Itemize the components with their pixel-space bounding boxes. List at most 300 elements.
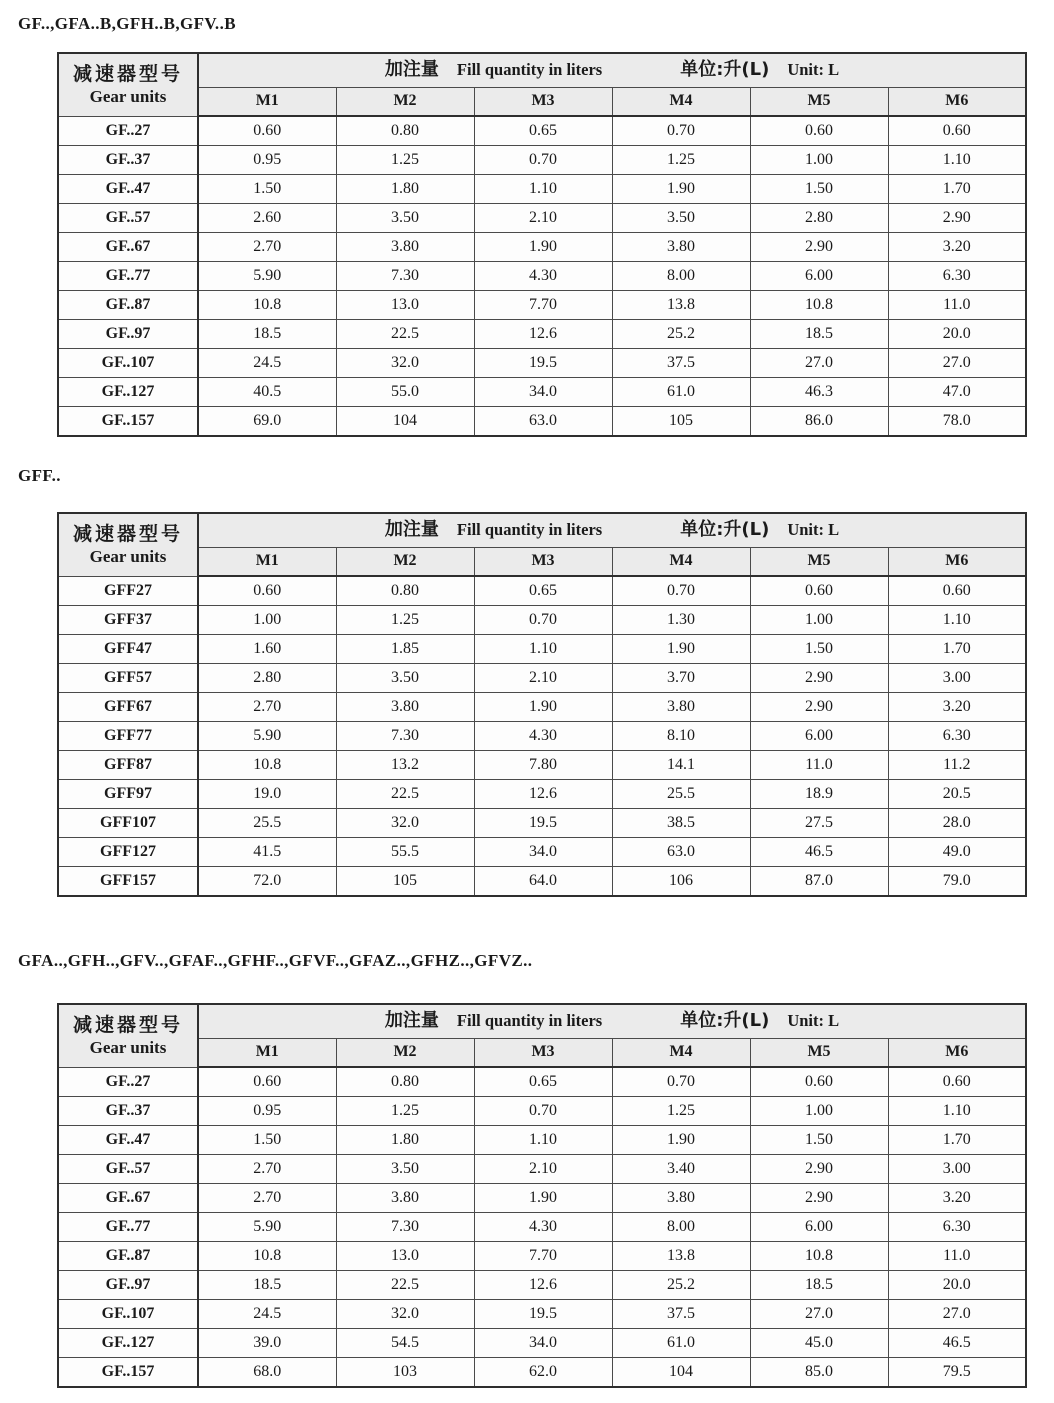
table-header-row <box>58 513 1026 548</box>
fill-quantity-value: 47.0 <box>888 378 1026 407</box>
fill-quantity-value: 6.00 <box>750 1213 888 1242</box>
gear-units-header-en: Gear units <box>89 87 167 107</box>
table-row <box>58 693 1026 722</box>
unit-label-en: Unit: L <box>787 60 840 80</box>
fill-quantity-value: 1.00 <box>750 146 888 175</box>
fill-quantity-header <box>198 1004 1026 1039</box>
fill-quantity-value: 12.6 <box>474 1271 612 1300</box>
fill-quantity-value: 27.0 <box>888 1300 1026 1329</box>
fill-quantity-value: 1.90 <box>474 1184 612 1213</box>
fill-quantity-value: 19.5 <box>474 1300 612 1329</box>
fill-quantity-header <box>198 53 1026 88</box>
unit-label-en: Unit: L <box>787 520 840 540</box>
fill-quantity-value: 3.50 <box>336 1155 474 1184</box>
fill-quantity-value: 3.20 <box>888 693 1026 722</box>
fill-quantity-value: 61.0 <box>612 378 750 407</box>
fill-quantity-value: 7.70 <box>474 1242 612 1271</box>
unit-label-cn: 单位:升(L) <box>680 519 770 541</box>
table-row <box>58 867 1026 897</box>
fill-quantity-value: 22.5 <box>336 1271 474 1300</box>
fill-quantity-value: 1.30 <box>612 606 750 635</box>
fill-quantity-value: 0.70 <box>612 116 750 146</box>
fill-quantity-value: 63.0 <box>612 838 750 867</box>
fill-quantity-value: 5.90 <box>198 722 336 751</box>
fill-quantity-value: 6.30 <box>888 722 1026 751</box>
column-header-m2: M2 <box>336 548 474 577</box>
table-row <box>58 751 1026 780</box>
fill-quantity-value: 2.10 <box>474 204 612 233</box>
gear-unit-model: GF..97 <box>58 1271 198 1300</box>
gear-unit-model: GFF37 <box>58 606 198 635</box>
unit-label-en: Unit: L <box>787 1011 840 1031</box>
fill-quantity-value: 3.80 <box>612 1184 750 1213</box>
fill-quantity-header <box>198 513 1026 548</box>
fill-quantity-value: 39.0 <box>198 1329 336 1358</box>
fill-quantity-value: 3.50 <box>336 664 474 693</box>
fill-quantity-value: 1.10 <box>474 175 612 204</box>
fill-quantity-value: 49.0 <box>888 838 1026 867</box>
table-row <box>58 780 1026 809</box>
fill-quantity-value: 1.00 <box>198 606 336 635</box>
table-row <box>58 1155 1026 1184</box>
table-row <box>58 1242 1026 1271</box>
table-row <box>58 349 1026 378</box>
fill-quantity-value: 1.00 <box>750 1097 888 1126</box>
fill-quantity-value: 34.0 <box>474 378 612 407</box>
section-title: GFF.. <box>18 466 61 485</box>
gear-unit-model: GFF127 <box>58 838 198 867</box>
fill-quantity-value: 2.70 <box>198 233 336 262</box>
gear-unit-model: GF..27 <box>58 116 198 146</box>
fill-quantity-value: 1.50 <box>198 1126 336 1155</box>
gear-unit-model: GF..47 <box>58 175 198 204</box>
fill-quantity-value: 0.95 <box>198 146 336 175</box>
fill-quantity-value: 3.50 <box>336 204 474 233</box>
fill-quantity-value: 10.8 <box>198 751 336 780</box>
fill-quantity-value: 2.80 <box>198 664 336 693</box>
fill-quantity-value: 32.0 <box>336 1300 474 1329</box>
fill-quantity-value: 2.90 <box>750 693 888 722</box>
fill-quantity-value: 2.70 <box>198 1155 336 1184</box>
fill-quantity-value: 104 <box>612 1358 750 1388</box>
column-header-m1: M1 <box>198 88 336 117</box>
fill-quantity-value: 18.5 <box>750 320 888 349</box>
fill-quantity-value: 1.70 <box>888 1126 1026 1155</box>
fill-quantity-value: 64.0 <box>474 867 612 897</box>
fill-quantity-value: 27.5 <box>750 809 888 838</box>
fill-quantity-value: 1.90 <box>474 693 612 722</box>
fill-quantity-value: 4.30 <box>474 722 612 751</box>
fill-quantity-value: 3.20 <box>888 1184 1026 1213</box>
fill-quantity-value: 1.80 <box>336 175 474 204</box>
gear-unit-model: GF..157 <box>58 407 198 437</box>
column-header-m4: M4 <box>612 1039 750 1068</box>
fill-quantity-value: 105 <box>612 407 750 437</box>
column-header-m2: M2 <box>336 1039 474 1068</box>
column-header-m1: M1 <box>198 1039 336 1068</box>
fill-quantity-value: 1.85 <box>336 635 474 664</box>
fill-quantity-value: 38.5 <box>612 809 750 838</box>
table-header-row <box>58 53 1026 88</box>
fill-quantity-table <box>57 512 1027 897</box>
table-row <box>58 116 1026 146</box>
fill-quantity-value: 12.6 <box>474 780 612 809</box>
fill-quantity-value: 3.80 <box>336 693 474 722</box>
fill-quantity-value: 0.60 <box>888 1067 1026 1097</box>
fill-quantity-value: 3.80 <box>612 693 750 722</box>
fill-quantity-value: 1.25 <box>612 146 750 175</box>
fill-quantity-value: 3.00 <box>888 1155 1026 1184</box>
fill-quantity-value: 18.5 <box>198 1271 336 1300</box>
fill-quantity-value: 24.5 <box>198 349 336 378</box>
fill-quantity-value: 1.50 <box>198 175 336 204</box>
fill-quantity-value: 27.0 <box>888 349 1026 378</box>
gear-units-header <box>58 513 198 576</box>
table-row <box>58 1300 1026 1329</box>
fill-quantity-value: 37.5 <box>612 1300 750 1329</box>
gear-unit-model: GFF87 <box>58 751 198 780</box>
gear-unit-model: GF..127 <box>58 1329 198 1358</box>
fill-quantity-value: 8.10 <box>612 722 750 751</box>
gear-unit-model: GF..37 <box>58 1097 198 1126</box>
fill-quantity-value: 13.8 <box>612 291 750 320</box>
fill-quantity-value: 10.8 <box>750 291 888 320</box>
fill-quantity-value: 79.0 <box>888 867 1026 897</box>
table-row <box>58 1358 1026 1388</box>
fill-quantity-value: 86.0 <box>750 407 888 437</box>
fill-quantity-value: 1.60 <box>198 635 336 664</box>
fill-quantity-value: 0.70 <box>612 1067 750 1097</box>
unit-label-cn: 单位:升(L) <box>680 1010 770 1032</box>
fill-quantity-value: 19.5 <box>474 349 612 378</box>
fill-quantity-value: 10.8 <box>198 1242 336 1271</box>
gear-unit-model: GF..87 <box>58 1242 198 1271</box>
gear-unit-model: GF..157 <box>58 1358 198 1388</box>
fill-quantity-value: 0.70 <box>474 146 612 175</box>
fill-quantity-value: 6.00 <box>750 262 888 291</box>
fill-quantity-value: 18.9 <box>750 780 888 809</box>
column-header-row <box>58 1039 1026 1068</box>
fill-quantity-value: 1.25 <box>336 606 474 635</box>
fill-quantity-value: 25.2 <box>612 1271 750 1300</box>
column-header-m6: M6 <box>888 88 1026 117</box>
fill-quantity-value: 10.8 <box>750 1242 888 1271</box>
fill-quantity-value: 1.80 <box>336 1126 474 1155</box>
fill-quantity-value: 0.65 <box>474 1067 612 1097</box>
gear-units-header-cn: 减速器型号 <box>72 523 183 546</box>
fill-quantity-value: 79.5 <box>888 1358 1026 1388</box>
fill-quantity-label-cn: 加注量 <box>384 1010 439 1032</box>
fill-quantity-label-cn: 加注量 <box>384 59 439 81</box>
gear-units-header-cn: 减速器型号 <box>72 1014 183 1037</box>
fill-quantity-value: 0.60 <box>198 576 336 606</box>
fill-quantity-value: 45.0 <box>750 1329 888 1358</box>
fill-quantity-label-en: Fill quantity in liters <box>456 520 603 540</box>
fill-quantity-value: 1.10 <box>474 635 612 664</box>
fill-quantity-value: 3.40 <box>612 1155 750 1184</box>
table-row <box>58 722 1026 751</box>
fill-quantity-value: 1.10 <box>888 1097 1026 1126</box>
fill-quantity-value: 46.3 <box>750 378 888 407</box>
fill-quantity-value: 4.30 <box>474 262 612 291</box>
gear-units-header-cn: 减速器型号 <box>72 63 183 86</box>
fill-quantity-value: 1.25 <box>336 1097 474 1126</box>
fill-quantity-value: 3.80 <box>336 1184 474 1213</box>
fill-quantity-value: 1.50 <box>750 1126 888 1155</box>
fill-quantity-value: 0.60 <box>888 116 1026 146</box>
fill-quantity-value: 32.0 <box>336 349 474 378</box>
table-row <box>58 146 1026 175</box>
gear-unit-model: GF..57 <box>58 204 198 233</box>
table-row <box>58 1126 1026 1155</box>
fill-quantity-value: 1.50 <box>750 175 888 204</box>
fill-quantity-label-en: Fill quantity in liters <box>456 1011 603 1031</box>
fill-quantity-value: 72.0 <box>198 867 336 897</box>
fill-quantity-value: 13.8 <box>612 1242 750 1271</box>
fill-quantity-value: 27.0 <box>750 1300 888 1329</box>
fill-quantity-value: 0.65 <box>474 116 612 146</box>
gear-unit-model: GFF97 <box>58 780 198 809</box>
gear-unit-model: GF..37 <box>58 146 198 175</box>
fill-quantity-value: 0.70 <box>612 576 750 606</box>
fill-quantity-value: 0.70 <box>474 1097 612 1126</box>
column-header-m4: M4 <box>612 548 750 577</box>
fill-quantity-value: 1.70 <box>888 635 1026 664</box>
fill-quantity-value: 10.8 <box>198 291 336 320</box>
fill-quantity-value: 5.90 <box>198 262 336 291</box>
fill-quantity-value: 1.90 <box>612 1126 750 1155</box>
fill-quantity-value: 25.5 <box>198 809 336 838</box>
fill-quantity-label-cn: 加注量 <box>384 519 439 541</box>
table-row <box>58 378 1026 407</box>
fill-quantity-value: 8.00 <box>612 262 750 291</box>
fill-quantity-value: 20.5 <box>888 780 1026 809</box>
gear-unit-model: GFF107 <box>58 809 198 838</box>
gear-unit-model: GFF27 <box>58 576 198 606</box>
fill-quantity-value: 12.6 <box>474 320 612 349</box>
fill-quantity-value: 0.80 <box>336 116 474 146</box>
fill-quantity-value: 46.5 <box>750 838 888 867</box>
fill-quantity-value: 0.60 <box>888 576 1026 606</box>
table-body <box>58 576 1026 896</box>
fill-quantity-value: 1.90 <box>474 233 612 262</box>
fill-quantity-value: 22.5 <box>336 780 474 809</box>
table-header-row <box>58 1004 1026 1039</box>
gear-unit-model: GF..77 <box>58 1213 198 1242</box>
column-header-m3: M3 <box>474 1039 612 1068</box>
fill-quantity-value: 85.0 <box>750 1358 888 1388</box>
column-header-m5: M5 <box>750 88 888 117</box>
fill-quantity-value: 6.30 <box>888 262 1026 291</box>
fill-quantity-value: 2.90 <box>750 1184 888 1213</box>
unit-label-cn: 单位:升(L) <box>680 59 770 81</box>
fill-quantity-value: 61.0 <box>612 1329 750 1358</box>
fill-quantity-value: 11.0 <box>750 751 888 780</box>
fill-quantity-value: 13.0 <box>336 1242 474 1271</box>
fill-quantity-value: 7.70 <box>474 291 612 320</box>
column-header-m6: M6 <box>888 1039 1026 1068</box>
fill-quantity-value: 2.70 <box>198 693 336 722</box>
fill-quantity-value: 1.90 <box>612 175 750 204</box>
fill-quantity-value: 18.5 <box>750 1271 888 1300</box>
table-row <box>58 204 1026 233</box>
fill-quantity-value: 37.5 <box>612 349 750 378</box>
fill-quantity-value: 1.50 <box>750 635 888 664</box>
fill-quantity-value: 0.60 <box>198 116 336 146</box>
column-header-m3: M3 <box>474 548 612 577</box>
fill-quantity-value: 11.2 <box>888 751 1026 780</box>
column-header-m2: M2 <box>336 88 474 117</box>
table-body <box>58 1067 1026 1387</box>
fill-quantity-value: 18.5 <box>198 320 336 349</box>
fill-quantity-value: 6.30 <box>888 1213 1026 1242</box>
fill-quantity-value: 1.10 <box>474 1126 612 1155</box>
gear-unit-model: GF..127 <box>58 378 198 407</box>
column-header-row <box>58 88 1026 117</box>
fill-quantity-value: 1.70 <box>888 175 1026 204</box>
table-row <box>58 1067 1026 1097</box>
table-row <box>58 233 1026 262</box>
fill-quantity-value: 34.0 <box>474 1329 612 1358</box>
gear-unit-model: GF..47 <box>58 1126 198 1155</box>
gear-unit-model: GFF67 <box>58 693 198 722</box>
fill-quantity-value: 20.0 <box>888 1271 1026 1300</box>
fill-quantity-value: 2.10 <box>474 664 612 693</box>
fill-quantity-value: 0.95 <box>198 1097 336 1126</box>
fill-quantity-value: 106 <box>612 867 750 897</box>
fill-quantity-value: 2.90 <box>750 1155 888 1184</box>
table-row <box>58 262 1026 291</box>
fill-quantity-value: 7.30 <box>336 262 474 291</box>
fill-quantity-value: 87.0 <box>750 867 888 897</box>
gear-unit-model: GFF57 <box>58 664 198 693</box>
column-header-m4: M4 <box>612 88 750 117</box>
table-row <box>58 1097 1026 1126</box>
fill-quantity-value: 7.80 <box>474 751 612 780</box>
fill-quantity-value: 1.90 <box>612 635 750 664</box>
fill-quantity-value: 3.80 <box>336 233 474 262</box>
fill-quantity-value: 2.90 <box>750 233 888 262</box>
fill-quantity-value: 69.0 <box>198 407 336 437</box>
fill-quantity-value: 105 <box>336 867 474 897</box>
fill-quantity-value: 0.60 <box>750 1067 888 1097</box>
gear-unit-model: GF..87 <box>58 291 198 320</box>
table-body <box>58 116 1026 436</box>
table-row <box>58 1271 1026 1300</box>
fill-quantity-value: 3.80 <box>612 233 750 262</box>
gear-units-header-en: Gear units <box>89 1038 167 1058</box>
fill-quantity-value: 2.80 <box>750 204 888 233</box>
fill-quantity-value: 5.90 <box>198 1213 336 1242</box>
fill-quantity-value: 22.5 <box>336 320 474 349</box>
fill-quantity-value: 25.2 <box>612 320 750 349</box>
fill-quantity-value: 1.10 <box>888 146 1026 175</box>
gear-unit-model: GF..97 <box>58 320 198 349</box>
gear-unit-model: GFF77 <box>58 722 198 751</box>
fill-quantity-value: 0.60 <box>198 1067 336 1097</box>
fill-quantity-value: 55.5 <box>336 838 474 867</box>
table-row <box>58 635 1026 664</box>
fill-quantity-value: 34.0 <box>474 838 612 867</box>
fill-quantity-value: 0.65 <box>474 576 612 606</box>
gear-unit-model: GF..57 <box>58 1155 198 1184</box>
fill-quantity-value: 104 <box>336 407 474 437</box>
fill-quantity-value: 1.00 <box>750 606 888 635</box>
fill-quantity-table <box>57 52 1027 437</box>
fill-quantity-value: 20.0 <box>888 320 1026 349</box>
table-row <box>58 407 1026 437</box>
gear-units-header <box>58 53 198 116</box>
fill-quantity-value: 3.00 <box>888 664 1026 693</box>
fill-quantity-value: 19.0 <box>198 780 336 809</box>
fill-quantity-value: 2.90 <box>888 204 1026 233</box>
fill-quantity-value: 11.0 <box>888 291 1026 320</box>
fill-quantity-value: 78.0 <box>888 407 1026 437</box>
fill-quantity-value: 32.0 <box>336 809 474 838</box>
fill-quantity-value: 25.5 <box>612 780 750 809</box>
column-header-row <box>58 548 1026 577</box>
table-row <box>58 809 1026 838</box>
fill-quantity-value: 54.5 <box>336 1329 474 1358</box>
gear-unit-model: GFF47 <box>58 635 198 664</box>
fill-quantity-value: 8.00 <box>612 1213 750 1242</box>
column-header-m6: M6 <box>888 548 1026 577</box>
fill-quantity-value: 3.20 <box>888 233 1026 262</box>
table-row <box>58 320 1026 349</box>
gear-unit-model: GF..107 <box>58 349 198 378</box>
fill-quantity-value: 28.0 <box>888 809 1026 838</box>
table-row <box>58 175 1026 204</box>
table-row <box>58 1184 1026 1213</box>
column-header-m5: M5 <box>750 548 888 577</box>
fill-quantity-value: 4.30 <box>474 1213 612 1242</box>
fill-quantity-value: 0.80 <box>336 1067 474 1097</box>
fill-quantity-value: 3.50 <box>612 204 750 233</box>
fill-quantity-value: 0.80 <box>336 576 474 606</box>
fill-quantity-value: 0.60 <box>750 116 888 146</box>
fill-quantity-value: 11.0 <box>888 1242 1026 1271</box>
table-row <box>58 606 1026 635</box>
gear-unit-model: GF..27 <box>58 1067 198 1097</box>
fill-quantity-value: 2.10 <box>474 1155 612 1184</box>
fill-quantity-value: 3.70 <box>612 664 750 693</box>
gear-unit-model: GF..107 <box>58 1300 198 1329</box>
fill-quantity-value: 2.90 <box>750 664 888 693</box>
section-title: GF..,GFA..B,GFH..B,GFV..B <box>18 14 236 33</box>
gear-unit-model: GFF157 <box>58 867 198 897</box>
gear-units-header <box>58 1004 198 1067</box>
fill-quantity-label-en: Fill quantity in liters <box>456 60 603 80</box>
fill-quantity-value: 68.0 <box>198 1358 336 1388</box>
table-row <box>58 1329 1026 1358</box>
fill-quantity-value: 1.10 <box>888 606 1026 635</box>
table-row <box>58 664 1026 693</box>
column-header-m1: M1 <box>198 548 336 577</box>
fill-quantity-value: 27.0 <box>750 349 888 378</box>
fill-quantity-value: 19.5 <box>474 809 612 838</box>
table-row <box>58 291 1026 320</box>
table-row <box>58 576 1026 606</box>
fill-quantity-value: 13.0 <box>336 291 474 320</box>
fill-quantity-value: 46.5 <box>888 1329 1026 1358</box>
fill-quantity-value: 0.70 <box>474 606 612 635</box>
fill-quantity-value: 1.25 <box>612 1097 750 1126</box>
fill-quantity-value: 0.60 <box>750 576 888 606</box>
fill-quantity-value: 103 <box>336 1358 474 1388</box>
fill-quantity-value: 7.30 <box>336 1213 474 1242</box>
fill-quantity-value: 7.30 <box>336 722 474 751</box>
gear-unit-model: GF..67 <box>58 1184 198 1213</box>
